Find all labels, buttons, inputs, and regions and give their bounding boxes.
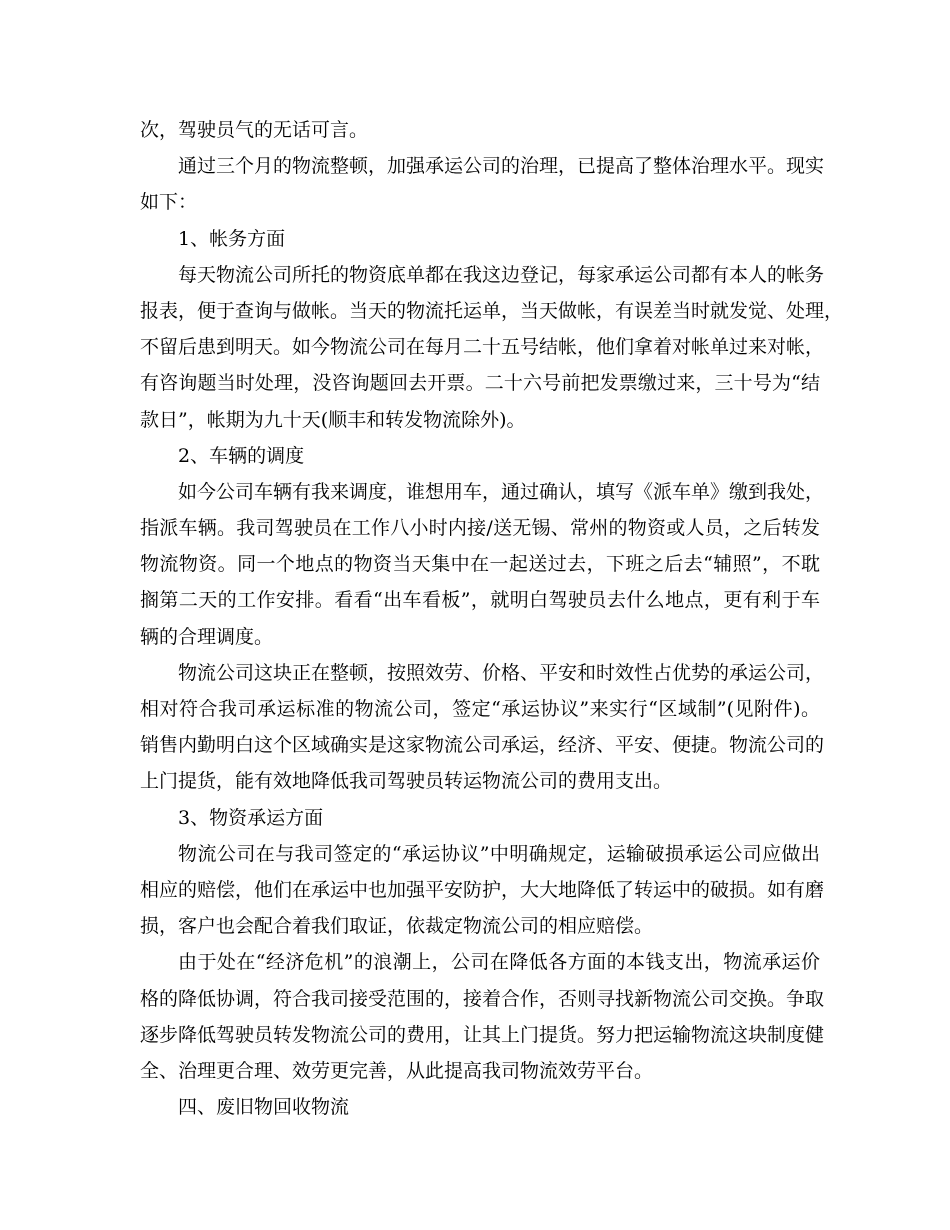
paragraph-line: 相对符合我司承运标准的物流公司，签定“承运协议”来实行“区域制”(见附件)。	[140, 698, 820, 720]
paragraph-line: 如下：	[140, 191, 198, 214]
paragraph-line: 上门提货，能有效地降低我司驾驶员转运物流公司的费用支出。	[140, 770, 673, 793]
paragraph-line: 由于处在“经济危机”的浪潮上，公司在降低各方面的本钱支出，物流承运价	[178, 951, 820, 974]
paragraph-line: 不留后患到明天。如今物流公司在每月二十五号结帐，他们拿着对帐单过来对帐，	[140, 336, 825, 359]
document-body	[140, 112, 844, 1125]
paragraph-line: 款日”，帐期为九十天(顺丰和转发物流除外)。	[140, 408, 526, 431]
paragraph-line: 相应的赔偿，他们在承运中也加强平安防护，大大地降低了转运中的破损。如有磨	[140, 878, 825, 901]
paragraph-line: 格的降低协调，符合我司接受范围的，接着合作，否则寻找新物流公司交换。争取	[140, 987, 825, 1010]
paragraph-line: 次，驾驶员气的无话可言。	[140, 119, 369, 141]
paragraph-line: 物流物资。同一个地点的物资当天集中在一起送过去，下班之后去“辅照”，不耽	[140, 553, 820, 576]
paragraph-line: 销售内勤明白这个区域确实是这家物流公司承运，经济、平安、便捷。物流公司的	[140, 734, 825, 757]
section-heading: 3、物资承运方面	[178, 806, 324, 829]
paragraph-line: 每天物流公司所托的物资底单都在我这边登记，每家承运公司都有本人的帐务	[178, 263, 825, 286]
paragraph-line: 搁第二天的工作安排。看看“出车看板”，就明白驾驶员去什么地点，更有利于车	[140, 589, 820, 612]
section-heading: 2、车辆的调度	[178, 444, 305, 467]
paragraph-line: 如今公司车辆有我来调度，谁想用车，通过确认，填写《派车单》缴到我处，	[178, 480, 825, 503]
paragraph-line: 指派车辆。我司驾驶员在工作八小时内接/送无锡、常州的物资或人员，之后转发	[140, 517, 820, 540]
paragraph-line: 物流公司在与我司签定的“承运协议”中明确规定，运输破损承运公司应做出	[178, 842, 820, 865]
paragraph-line: 有咨询题当时处理，没咨询题回去开票。二十六号前把发票缴过来，三十号为“结	[140, 372, 820, 395]
paragraph-line: 损，客户也会配合着我们取证，依裁定物流公司的相应赔偿。	[140, 915, 654, 938]
paragraph-line: 全、治理更合理、效劳更完善，从此提高我司物流效劳平台。	[140, 1059, 654, 1082]
paragraph-line: 报表，便于查询与做帐。当天的物流托运单，当天做帐，有误差当时就发觉、处理，	[140, 299, 844, 322]
paragraph-line: 物流公司这块正在整顿，按照效劳、价格、平安和时效性占优势的承运公司，	[178, 661, 825, 684]
section-heading: 四、废旧物回收物流	[178, 1096, 350, 1119]
section-heading: 1、帐务方面	[178, 227, 286, 250]
paragraph-line: 通过三个月的物流整顿，加强承运公司的治理，已提高了整体治理水平。现实	[178, 155, 825, 178]
paragraph-line: 辆的合理调度。	[140, 625, 274, 648]
paragraph-line: 逐步降低驾驶员转发物流公司的费用，让其上门提货。努力把运输物流这块制度健	[140, 1023, 825, 1046]
